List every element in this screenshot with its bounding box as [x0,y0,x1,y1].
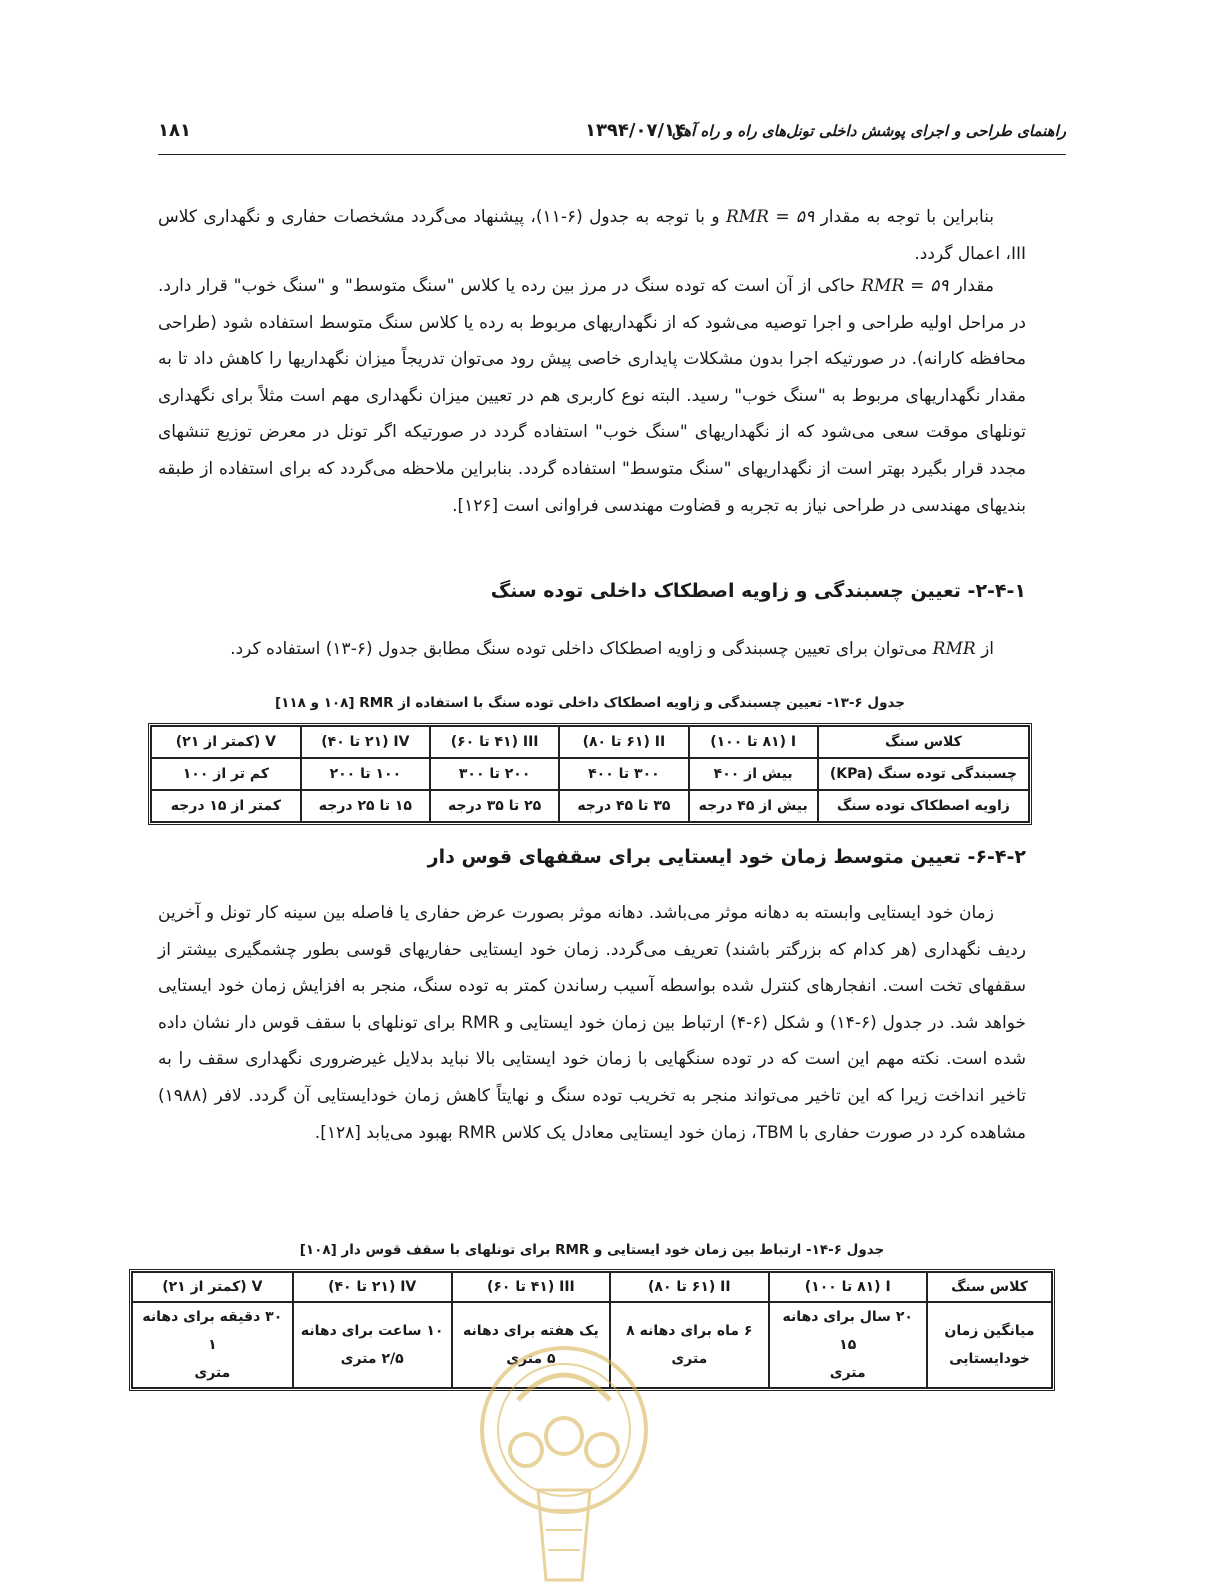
table-13-caption: جدول ۶-۱۳- تعیین چسبندگی و زاویه اصطکاک داخلی توده سنگ با استفاده از RMR [۱۰۸ و ۱۱۸] [274,695,906,711]
table-cell: ۱۰۰ تا ۲۰۰ [301,758,430,790]
table-row [151,790,1029,822]
table-14-caption: جدول ۶-۱۴- ارتباط بین زمان خود ایستایی و RMR برای تونلهای با سقف قوس دار [۱۰۸] [299,1242,885,1258]
table-cell: ۳۰ دقیقه برای دهانه ۱ متری [132,1302,293,1388]
table-cell: ۲۰۰ تا ۳۰۰ [430,758,559,790]
rmr-symbol: RMR [932,639,976,659]
cohesion-friction-table [148,723,1032,825]
table-cell: یک هفته برای دهانه ۵ متری [452,1302,610,1388]
paragraph-2 [158,268,1026,524]
table-cell: II (۶۱ تا ۸۰) [559,726,688,758]
table-cell: کمتر از ۱۵ درجه [151,790,301,822]
paragraph-1 [158,199,1026,272]
section-heading-cohesion: ۲-۴-۱- تعیین چسبندگی و زاویه اصطکاک داخلی توده سنگ [490,580,1026,602]
rmr-equation: RMR = ۵۹ [861,276,949,296]
table-cell: ۲۰ سال برای دهانه ۱۵ متری [769,1302,927,1388]
row-header-cell: زاویه اصطکاک توده سنگ [818,790,1029,822]
table-cell: ۶ ماه برای دهانه ۸ متری [610,1302,768,1388]
table-cell: بیش از ۴۵ درجه [689,790,818,822]
paragraph-4: زمان خود ایستایی وابسته به دهانه موثر می‌باشد. دهانه موثر بصورت عرض حفاری یا فاصله بین سینه کار تونل و آخرین ردیف نگهداری (هر کدام که بزرگتر باشند) تعریف می‌گردد. زمان خود ایستایی حفاریهای قوسی بطور چشمگیری بیشتر از سقفهای تخت است. انفجارهای کنترل شده بواسطه آسیب رساندن کمتر به توده سنگ، منجر به افزایش زمان خود ایستایی خواهد شد. در جدول (۶-۱۴) و شکل (۶-۴) ارتباط بین زمان خود ایستایی و RMR برای تونلهای با سقف قوس دار نشان داده شده است. نکته مهم این است که در توده سنگهایی با زمان خود ایستایی بالا نباید بدلایل غیرضروری نگهداری سقف را به تاخیر انداخت زیرا که این تاخیر می‌تواند منجر به تخریب توده سنگ و نهایتاً کاهش زمان خودایستایی آن گردد. لافر (۱۹۸۸) مشاهده کرد در صورت حفاری با TBM، زمان خود ایستایی معادل یک کلاس RMR بهبود می‌یابد [۱۲۸]. [158,903,1026,1143]
table-cell: V (کمتر از ۲۱) [132,1272,293,1302]
table-cell: I (۸۱ تا ۱۰۰) [689,726,818,758]
publisher-seal-watermark [478,1340,650,1584]
paragraph-1-text-a: بنابراین با توجه به مقدار [820,207,994,227]
table-cell: بیش از ۴۰۰ [689,758,818,790]
table-cell: IV (۲۱ تا ۴۰) [293,1272,452,1302]
running-header [158,118,1066,155]
table-cell: ۳۵ تا ۴۵ درجه [559,790,688,822]
paragraph-2-text-a: مقدار [954,276,995,296]
table-cell: IV (۲۱ تا ۴۰) [301,726,430,758]
table-cell: II (۶۱ تا ۸۰) [610,1272,768,1302]
table-cell: ۲۵ تا ۳۵ درجه [430,790,559,822]
table-cell: کم تر از ۱۰۰ [151,758,301,790]
table-cell: ۱۰ ساعت برای دهانه ۲/۵ متری [293,1302,452,1388]
section-heading-stand-up-time: ۶-۴-۲- تعیین متوسط زمان خود ایستایی برای سقفهای قوس دار [427,846,1026,868]
paragraph-3 [158,631,1026,668]
paragraph-3-text-a: از [981,639,994,659]
table-cell: ۳۰۰ تا ۴۰۰ [559,758,688,790]
paragraph-1-text-b: و با توجه به جدول (۶-۱۱)، پیشنهاد می‌گردد مشخصات حفاری و نگهداری کلاس III، اعمال گردد. [158,207,1026,264]
table-cell: ۱۵ تا ۲۵ درجه [301,790,430,822]
page-number: ۱۸۱ [158,120,191,141]
row-header-cell: کلاس سنگ [927,1272,1052,1302]
table-cell: III (۴۱ تا ۶۰) [452,1272,610,1302]
revision-date: ۱۳۹۴/۰۷/۱۴ [584,120,686,141]
row-header-cell: کلاس سنگ [818,726,1029,758]
table-cell: V (کمتر از ۲۱) [151,726,301,758]
paragraph-3-text-b: می‌توان برای تعیین چسبندگی و زاویه اصطکاک داخلی توده سنگ مطابق جدول (۶-۱۳) استفاده کرد. [230,639,928,659]
row-header-cell: میانگین زمان خودایستایی [927,1302,1052,1388]
paragraph-2-text-b: حاکی از آن است که توده سنگ در مرز بین رده یا کلاس "سنگ متوسط" و "سنگ خوب" قرار دارد. در مراحل اولیه طراحی و اجرا توصیه می‌شود که از نگهداریهای مربوط به رده یا کلاس سنگ متوسط استفاده شود (طراحی محافظه کارانه). در صورتیکه اجرا بدون مشکلات پایداری خاصی پیش رود می‌توان تدریجاً میزان نگهداریها را کاهش داد تا به مقدار نگهداریهای مربوط به "سنگ خوب" رسید. البته نوع کاربری هم در تعیین میزان نگهداری مهم است مثلاً برای نگهداری تونلهای موقت سعی می‌شود که از نگهداریهای "سنگ خوب" استفاده گردد در صورتیکه اگر تونل در معرض توزیع تنشهای مجدد قرار بگیرد بهتر است از نگهداریهای "سنگ متوسط" استفاده گردد. بنابراین ملاحظه می‌گردد که برای استفاده از طبقه بندیهای مهندسی در طراحی نیاز به تجربه و قضاوت مهندسی فراوانی است [۱۲۶]. [158,276,1026,516]
table-cell: I (۸۱ تا ۱۰۰) [769,1272,927,1302]
table-row [151,726,1029,758]
row-header-cell: چسبندگی توده سنگ (KPa) [818,758,1029,790]
table-row [132,1272,1052,1302]
rmr-equation: RMR = ۵۹ [725,207,815,227]
table-cell: III (۴۱ تا ۶۰) [430,726,559,758]
table-row [151,758,1029,790]
document-title: راهنمای طراحی و اجرای پوشش داخلی تونل‌های راه و راه آهن [671,122,1066,140]
